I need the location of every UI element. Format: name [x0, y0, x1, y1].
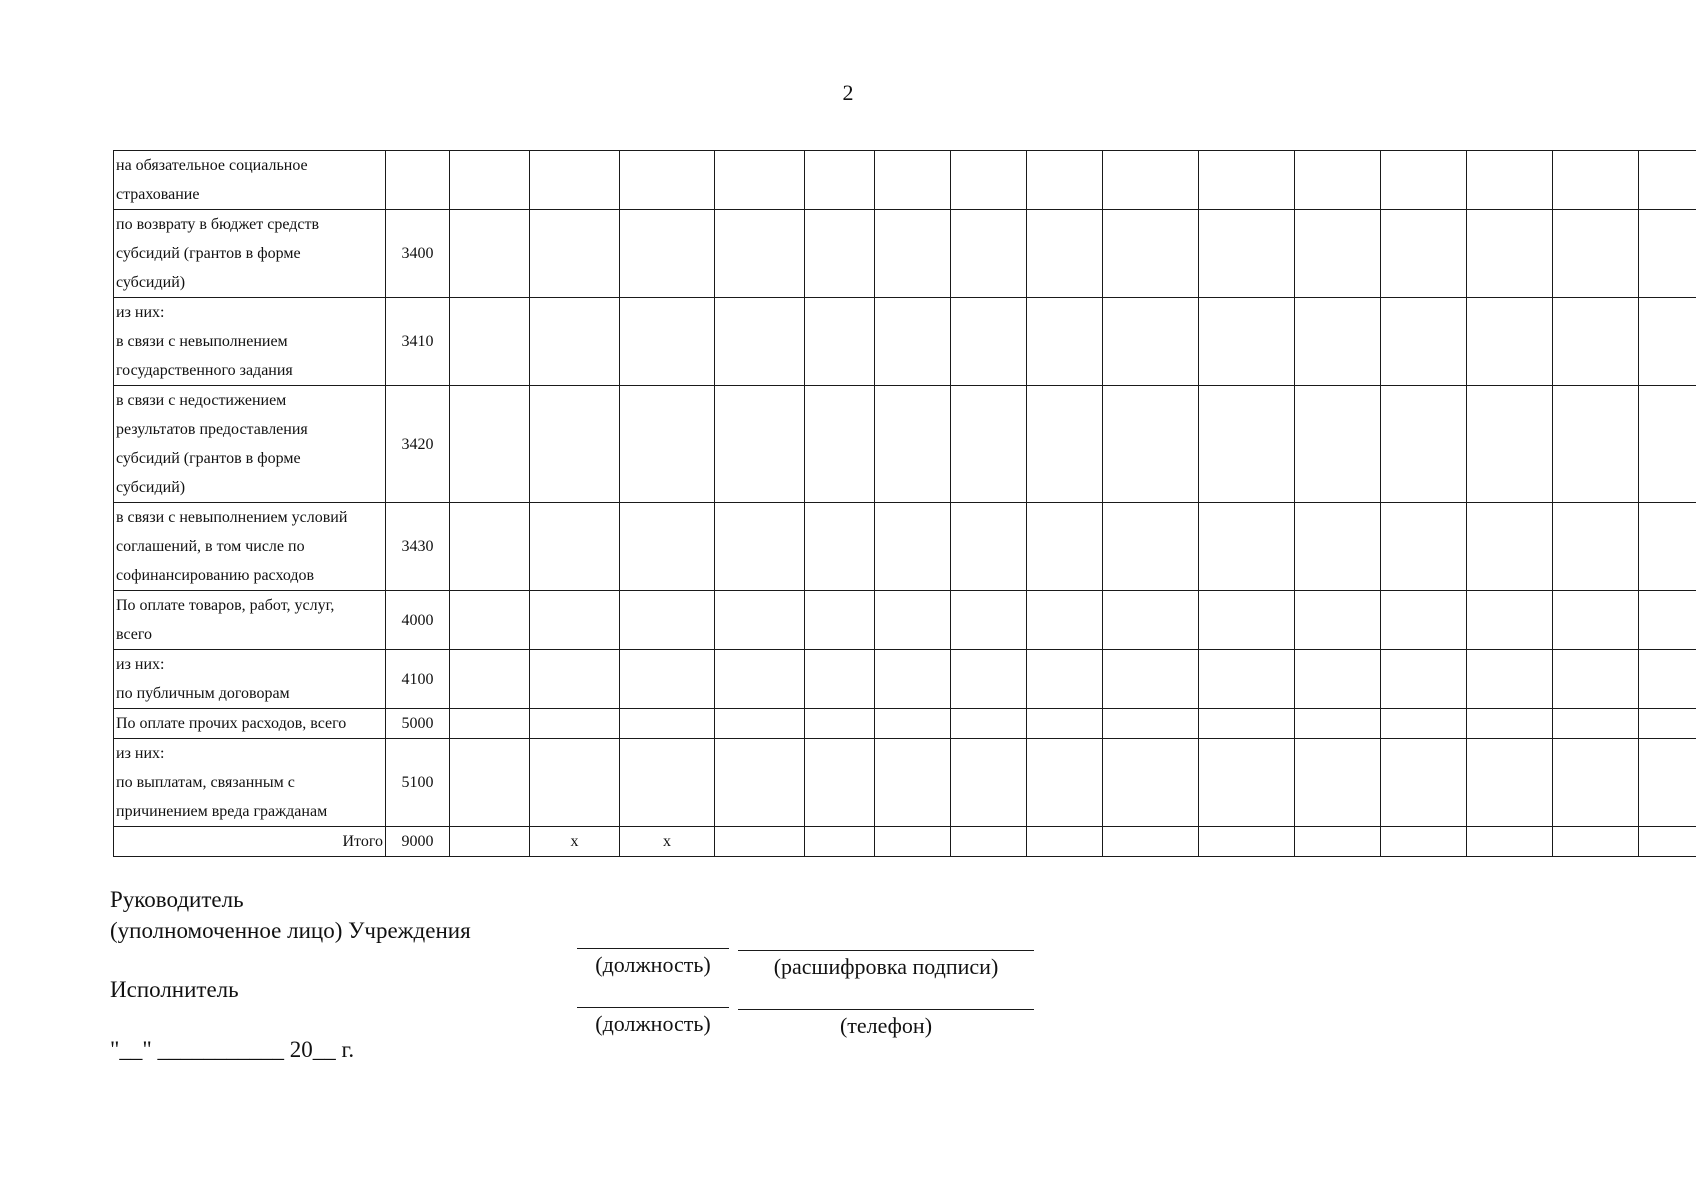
value-cell	[620, 650, 715, 709]
value-cell	[450, 503, 530, 591]
row-code: 3410	[386, 298, 450, 386]
value-cell	[620, 298, 715, 386]
value-cell	[1295, 591, 1381, 650]
value-cell	[1467, 709, 1553, 739]
value-cell	[1381, 386, 1467, 503]
value-cell	[620, 503, 715, 591]
value-cell	[715, 298, 805, 386]
value-cell	[1199, 503, 1295, 591]
value-cell	[620, 210, 715, 298]
value-cell	[1553, 298, 1639, 386]
row-code: 5000	[386, 709, 450, 739]
value-cell	[1295, 709, 1381, 739]
value-cell	[1553, 591, 1639, 650]
value-cell	[951, 298, 1027, 386]
value-cell	[450, 298, 530, 386]
value-cell	[1553, 709, 1639, 739]
value-cell	[1295, 503, 1381, 591]
value-cell	[715, 591, 805, 650]
value-cell	[1467, 151, 1553, 210]
value-cell	[1553, 151, 1639, 210]
value-cell	[1103, 151, 1199, 210]
value-cell	[1639, 591, 1696, 650]
value-cell	[450, 739, 530, 827]
signature-decode-caption: (расшифровка подписи)	[773, 954, 999, 979]
position-signature-line	[577, 948, 729, 949]
row-label: из них: по публичным договорам	[114, 650, 386, 709]
value-cell	[1381, 709, 1467, 739]
total-value-cell	[1381, 827, 1467, 857]
table-row	[114, 298, 1696, 386]
value-cell	[1103, 298, 1199, 386]
total-value-cell: x	[620, 827, 715, 857]
value-cell	[1467, 650, 1553, 709]
value-cell	[1467, 386, 1553, 503]
value-cell	[875, 709, 951, 739]
value-cell	[875, 210, 951, 298]
row-label: По оплате прочих расходов, всего	[114, 709, 386, 739]
value-cell	[1639, 298, 1696, 386]
row-label: на обязательное социальное страхование	[114, 151, 386, 210]
value-cell	[805, 151, 875, 210]
row-code: 5100	[386, 739, 450, 827]
row-code: 3430	[386, 503, 450, 591]
value-cell	[450, 650, 530, 709]
value-cell	[1639, 386, 1696, 503]
value-cell	[875, 739, 951, 827]
total-row	[114, 827, 1696, 857]
value-cell	[1295, 151, 1381, 210]
value-cell	[530, 503, 620, 591]
value-cell	[951, 210, 1027, 298]
value-cell	[1639, 739, 1696, 827]
row-label: из них: в связи с невыполнением государственного задания	[114, 298, 386, 386]
value-cell	[1381, 503, 1467, 591]
phone-caption: (телефон)	[839, 1013, 933, 1038]
value-cell	[530, 709, 620, 739]
value-cell	[530, 386, 620, 503]
table-row	[114, 151, 1696, 210]
value-cell	[1027, 650, 1103, 709]
value-cell	[1103, 739, 1199, 827]
value-cell	[1467, 503, 1553, 591]
value-cell	[1381, 650, 1467, 709]
total-value-cell	[1199, 827, 1295, 857]
value-cell	[1199, 739, 1295, 827]
value-cell	[1295, 386, 1381, 503]
value-cell	[715, 210, 805, 298]
row-code: 4100	[386, 650, 450, 709]
position-caption: (должность)	[595, 952, 711, 977]
table-row	[114, 503, 1696, 591]
value-cell	[1295, 210, 1381, 298]
row-code: 3400	[386, 210, 450, 298]
row-label: в связи с невыполнением условий соглашений, в том числе по софинансированию расходов	[114, 503, 386, 591]
value-cell	[1027, 151, 1103, 210]
value-cell	[1027, 591, 1103, 650]
total-value-cell	[1103, 827, 1199, 857]
value-cell	[1381, 210, 1467, 298]
value-cell	[951, 591, 1027, 650]
head-label: Руководитель	[110, 887, 244, 912]
table-row	[114, 210, 1696, 298]
value-cell	[1295, 298, 1381, 386]
value-cell	[805, 503, 875, 591]
value-cell	[620, 386, 715, 503]
value-cell	[805, 210, 875, 298]
value-cell	[1103, 591, 1199, 650]
value-cell	[1639, 210, 1696, 298]
total-code: 9000	[386, 827, 450, 857]
row-code: 4000	[386, 591, 450, 650]
value-cell	[530, 591, 620, 650]
value-cell	[1103, 709, 1199, 739]
table-row	[114, 739, 1696, 827]
value-cell	[450, 151, 530, 210]
value-cell	[951, 650, 1027, 709]
total-label: Итого	[114, 827, 386, 857]
value-cell	[805, 650, 875, 709]
value-cell	[951, 151, 1027, 210]
value-cell	[1027, 709, 1103, 739]
value-cell	[1103, 386, 1199, 503]
value-cell	[805, 386, 875, 503]
value-cell	[1467, 210, 1553, 298]
value-cell	[1467, 298, 1553, 386]
value-cell	[1295, 650, 1381, 709]
row-code: 3420	[386, 386, 450, 503]
value-cell	[1381, 739, 1467, 827]
value-cell	[530, 650, 620, 709]
value-cell	[1199, 709, 1295, 739]
value-cell	[620, 709, 715, 739]
value-cell	[1199, 386, 1295, 503]
table-row	[114, 650, 1696, 709]
value-cell	[951, 709, 1027, 739]
row-code	[386, 151, 450, 210]
value-cell	[530, 210, 620, 298]
total-value-cell	[1553, 827, 1639, 857]
value-cell	[1467, 591, 1553, 650]
value-cell	[951, 739, 1027, 827]
value-cell	[1027, 739, 1103, 827]
value-cell	[715, 739, 805, 827]
value-cell	[1199, 650, 1295, 709]
value-cell	[530, 739, 620, 827]
total-value-cell	[715, 827, 805, 857]
value-cell	[1027, 210, 1103, 298]
value-cell	[1553, 386, 1639, 503]
value-cell	[1639, 709, 1696, 739]
phone-line	[738, 1009, 1034, 1010]
value-cell	[875, 591, 951, 650]
value-cell	[1381, 591, 1467, 650]
decode-signature-line	[738, 950, 1034, 951]
value-cell	[1199, 151, 1295, 210]
page-number: 2	[842, 80, 854, 105]
value-cell	[1027, 386, 1103, 503]
value-cell	[805, 739, 875, 827]
value-cell	[1639, 151, 1696, 210]
value-cell	[1553, 739, 1639, 827]
value-cell	[450, 591, 530, 650]
executor-position-line	[577, 1007, 729, 1008]
value-cell	[620, 151, 715, 210]
total-value-cell	[1027, 827, 1103, 857]
value-cell	[1295, 739, 1381, 827]
value-cell	[805, 298, 875, 386]
value-cell	[1467, 739, 1553, 827]
value-cell	[805, 591, 875, 650]
value-cell	[951, 386, 1027, 503]
value-cell	[1381, 298, 1467, 386]
report-table	[113, 150, 1696, 857]
total-value-cell	[450, 827, 530, 857]
total-value-cell	[951, 827, 1027, 857]
date-line: "__" ___________ 20__ г.	[110, 1037, 355, 1062]
table-row	[114, 591, 1696, 650]
total-value-cell	[805, 827, 875, 857]
value-cell	[1027, 503, 1103, 591]
value-cell	[1639, 650, 1696, 709]
value-cell	[620, 591, 715, 650]
value-cell	[1199, 298, 1295, 386]
value-cell	[1381, 151, 1467, 210]
value-cell	[715, 151, 805, 210]
executor-position-caption: (должность)	[595, 1011, 711, 1036]
value-cell	[1553, 650, 1639, 709]
row-label: в связи с недостижением результатов предоставления субсидий (грантов в форме субсидий)	[114, 386, 386, 503]
value-cell	[1199, 210, 1295, 298]
row-label: По оплате товаров, работ, услуг, всего	[114, 591, 386, 650]
value-cell	[530, 298, 620, 386]
value-cell	[875, 151, 951, 210]
total-value-cell	[875, 827, 951, 857]
value-cell	[715, 386, 805, 503]
value-cell	[715, 650, 805, 709]
value-cell	[875, 298, 951, 386]
value-cell	[1553, 503, 1639, 591]
value-cell	[1199, 591, 1295, 650]
table-row	[114, 386, 1696, 503]
value-cell	[1639, 503, 1696, 591]
value-cell	[715, 503, 805, 591]
value-cell	[530, 151, 620, 210]
value-cell	[715, 709, 805, 739]
total-value-cell: x	[530, 827, 620, 857]
value-cell	[1103, 650, 1199, 709]
value-cell	[1103, 210, 1199, 298]
value-cell	[620, 739, 715, 827]
executor-label: Исполнитель	[110, 977, 239, 1002]
row-label: по возврату в бюджет средств субсидий (грантов в форме субсидий)	[114, 210, 386, 298]
value-cell	[875, 503, 951, 591]
value-cell	[450, 386, 530, 503]
table-row	[114, 709, 1696, 739]
value-cell	[875, 386, 951, 503]
value-cell	[951, 503, 1027, 591]
value-cell	[1553, 210, 1639, 298]
total-value-cell	[1467, 827, 1553, 857]
value-cell	[1103, 503, 1199, 591]
value-cell	[805, 709, 875, 739]
value-cell	[875, 650, 951, 709]
row-label: из них: по выплатам, связанным с причинением вреда гражданам	[114, 739, 386, 827]
value-cell	[1027, 298, 1103, 386]
total-value-cell	[1295, 827, 1381, 857]
value-cell	[450, 210, 530, 298]
total-value-cell	[1639, 827, 1696, 857]
authorized-person-label: (уполномоченное лицо) Учреждения	[110, 918, 471, 943]
value-cell	[450, 709, 530, 739]
